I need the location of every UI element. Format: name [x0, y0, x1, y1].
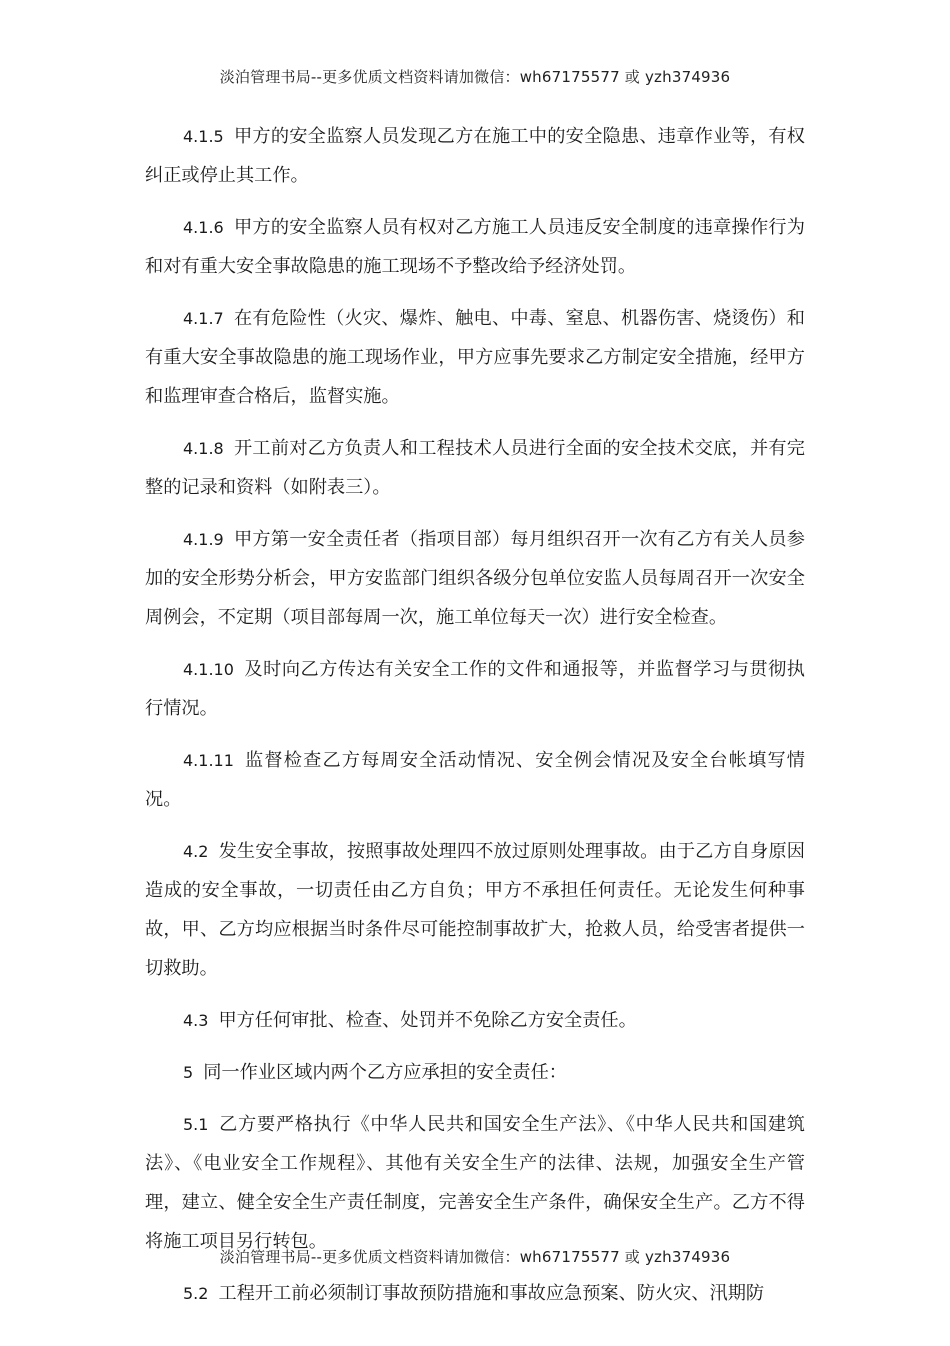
clause-text: 发生安全事故，按照事故处理四不放过原则处理事故。由于乙方自身原因造成的安全事故，一切责任由乙方自负；甲方不承担任何责任。无论发生何种事故，甲、乙方均应根据当时条件尽可能控制事故扩大，抢救人员，给受害者提供一切救助。 — [145, 841, 805, 979]
clause-number: 5.2 — [183, 1284, 209, 1303]
clause-text: 及时向乙方传达有关安全工作的文件和通报等，并监督学习与贯彻执行情况。 — [145, 659, 805, 719]
clause-text: 同一作业区域内两个乙方应承担的安全责任： — [203, 1062, 567, 1083]
clause-text: 在有危险性（火灾、爆炸、触电、中毒、窒息、机器伤害、烧烫伤）和有重大安全事故隐患的施工现场作业，甲方应事先要求乙方制定安全措施，经甲方和监理审查合格后，监督实施。 — [145, 308, 805, 407]
clause-number: 4.1.6 — [183, 218, 224, 237]
clause-number: 4.3 — [183, 1011, 209, 1030]
clause-4-2 — [145, 832, 805, 988]
clause-4-1-5 — [145, 117, 805, 195]
clause-5 — [145, 1053, 805, 1092]
clause-number: 5 — [183, 1063, 194, 1082]
clause-text: 甲方第一安全责任者（指项目部）每月组织召开一次有乙方有关人员参加的安全形势分析会，甲方安监部门组织各级分包单位安监人员每周召开一次安全周例会，不定期（项目部每周一次，施工单位每天一次）进行安全检查。 — [145, 529, 805, 628]
clause-text: 乙方要严格执行《中华人民共和国安全生产法》、《中华人民共和国建筑法》、《电业安全工作规程》、其他有关安全生产的法律、法规，加强安全生产管理，建立、健全安全生产责任制度，完善安全生产条件，确保安全生产。乙方不得将施工项目另行转包。 — [145, 1114, 805, 1252]
clause-text: 工程开工前必须制订事故预防措施和事故应急预案、防火灾、汛期防 — [218, 1283, 765, 1304]
clause-number: 4.1.7 — [183, 309, 224, 328]
clause-4-1-10 — [145, 650, 805, 728]
clause-text: 监督检查乙方每周安全活动情况、安全例会情况及安全台帐填写情况。 — [145, 750, 805, 810]
clause-4-1-7 — [145, 299, 805, 416]
clause-text: 甲方的安全监察人员有权对乙方施工人员违反安全制度的违章操作行为和对有重大安全事故隐患的施工现场不予整改给予经济处罚。 — [145, 217, 805, 277]
clause-4-1-6 — [145, 208, 805, 286]
clause-5-1 — [145, 1105, 805, 1261]
clause-4-3 — [145, 1001, 805, 1040]
clause-number: 4.1.11 — [183, 751, 234, 770]
page-footer: 淡泊管理书局--更多优质文档资料请加微信：wh67175577 或 yzh374936 — [219, 1248, 731, 1266]
clause-text: 甲方任何审批、检查、处罚并不免除乙方安全责任。 — [218, 1010, 637, 1031]
clause-text: 甲方的安全监察人员发现乙方在施工中的安全隐患、违章作业等，有权纠正或停止其工作。 — [145, 126, 805, 186]
clause-number: 4.2 — [183, 842, 209, 861]
clause-number: 5.1 — [183, 1115, 209, 1134]
document-body — [145, 117, 805, 1326]
clause-4-1-9 — [145, 520, 805, 637]
clause-number: 4.1.9 — [183, 530, 224, 549]
clause-5-2 — [145, 1274, 805, 1313]
clause-number: 4.1.5 — [183, 127, 224, 146]
clause-4-1-11 — [145, 741, 805, 819]
clause-number: 4.1.10 — [183, 660, 234, 679]
clause-4-1-8 — [145, 429, 805, 507]
clause-number: 4.1.8 — [183, 439, 224, 458]
page-header: 淡泊管理书局--更多优质文档资料请加微信：wh67175577 或 yzh374936 — [219, 68, 731, 86]
clause-text: 开工前对乙方负责人和工程技术人员进行全面的安全技术交底，并有完整的记录和资料（如附表三）。 — [145, 438, 805, 498]
